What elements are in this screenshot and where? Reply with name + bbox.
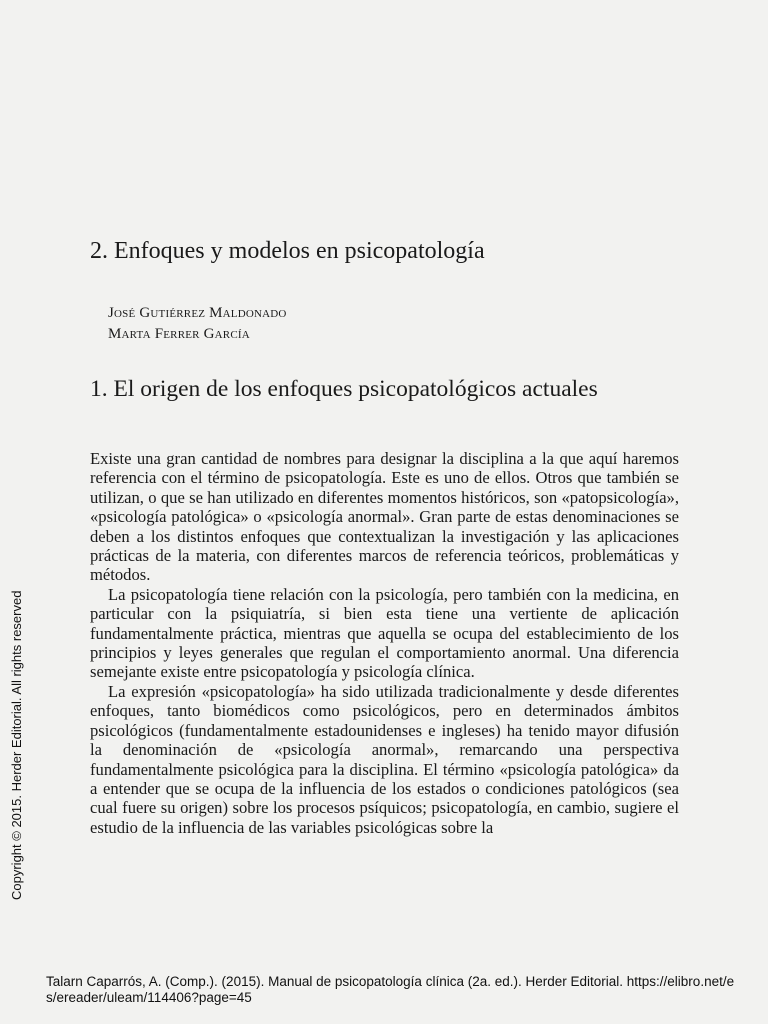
section-title: 1. El origen de los enfoques psicopatológicos actuales: [90, 376, 598, 402]
chapter-title: 2. Enfoques y modelos en psicopatología: [90, 238, 485, 264]
paragraph: La expresión «psicopatología» ha sido utilizada tradicionalmente y desde diferentes enfoques, tanto biomédicos como psicológicos, pero en determinados ámbitos psicológicos (fundamentalmente estadounidenses e ingleses) ha tenido mayor difusión la denominación de «psicología anormal», remarcando una perspectiva fundamentalmente psicológica para la disciplina. El término «psicología patológica» da a entender que se ocupa de la influencia de los estados o condiciones patológicos (sea cual fuere su origen) sobre los procesos psíquicos; psicopatología, en cambio, sugiere el estudio de la influencia de las variables psicológicas sobre la: [90, 681, 679, 837]
citation-footer: Talarn Caparrós, A. (Comp.). (2015). Manual de psicopatología clínica (2a. ed.). Herder Editorial. https://elibro.net/es/ereader/uleam/114406?page=45: [46, 974, 735, 1005]
author-name: Marta Ferrer García: [108, 326, 250, 342]
author-name: José Gutiérrez Maldonado: [108, 305, 287, 321]
paragraph: La psicopatología tiene relación con la psicología, pero también con la medicina, en particular con la psiquiatría, si bien esta tiene una vertiente de aplicación fundamentalmente práctica, mientras que aquella se ocupa del establecimiento de los principios y leyes generales que regulan el comportamiento anormal. Una diferencia semejante existe entre psicopatología y psicología clínica.: [90, 584, 679, 682]
paragraph: Existe una gran cantidad de nombres para designar la disciplina a la que aquí haremos referencia con el término de psicopatología. Este es uno de ellos. Otros que también se utilizan, o que se han utilizado en diferentes momentos históricos, son «patopsicología», «psicología patológica» o «psicología anormal». Gran parte de estas denominaciones se deben a los distintos enfoques que contextualizan la investigación y las aplicaciones prácticas de la materia, con diferentes marcos de referencia teóricos, problemáticas y métodos.: [90, 449, 679, 585]
copyright-notice: Copyright © 2015. Herder Editorial. All rights reserved: [9, 590, 24, 900]
body-text: [90, 449, 679, 837]
author-list: [108, 303, 287, 345]
